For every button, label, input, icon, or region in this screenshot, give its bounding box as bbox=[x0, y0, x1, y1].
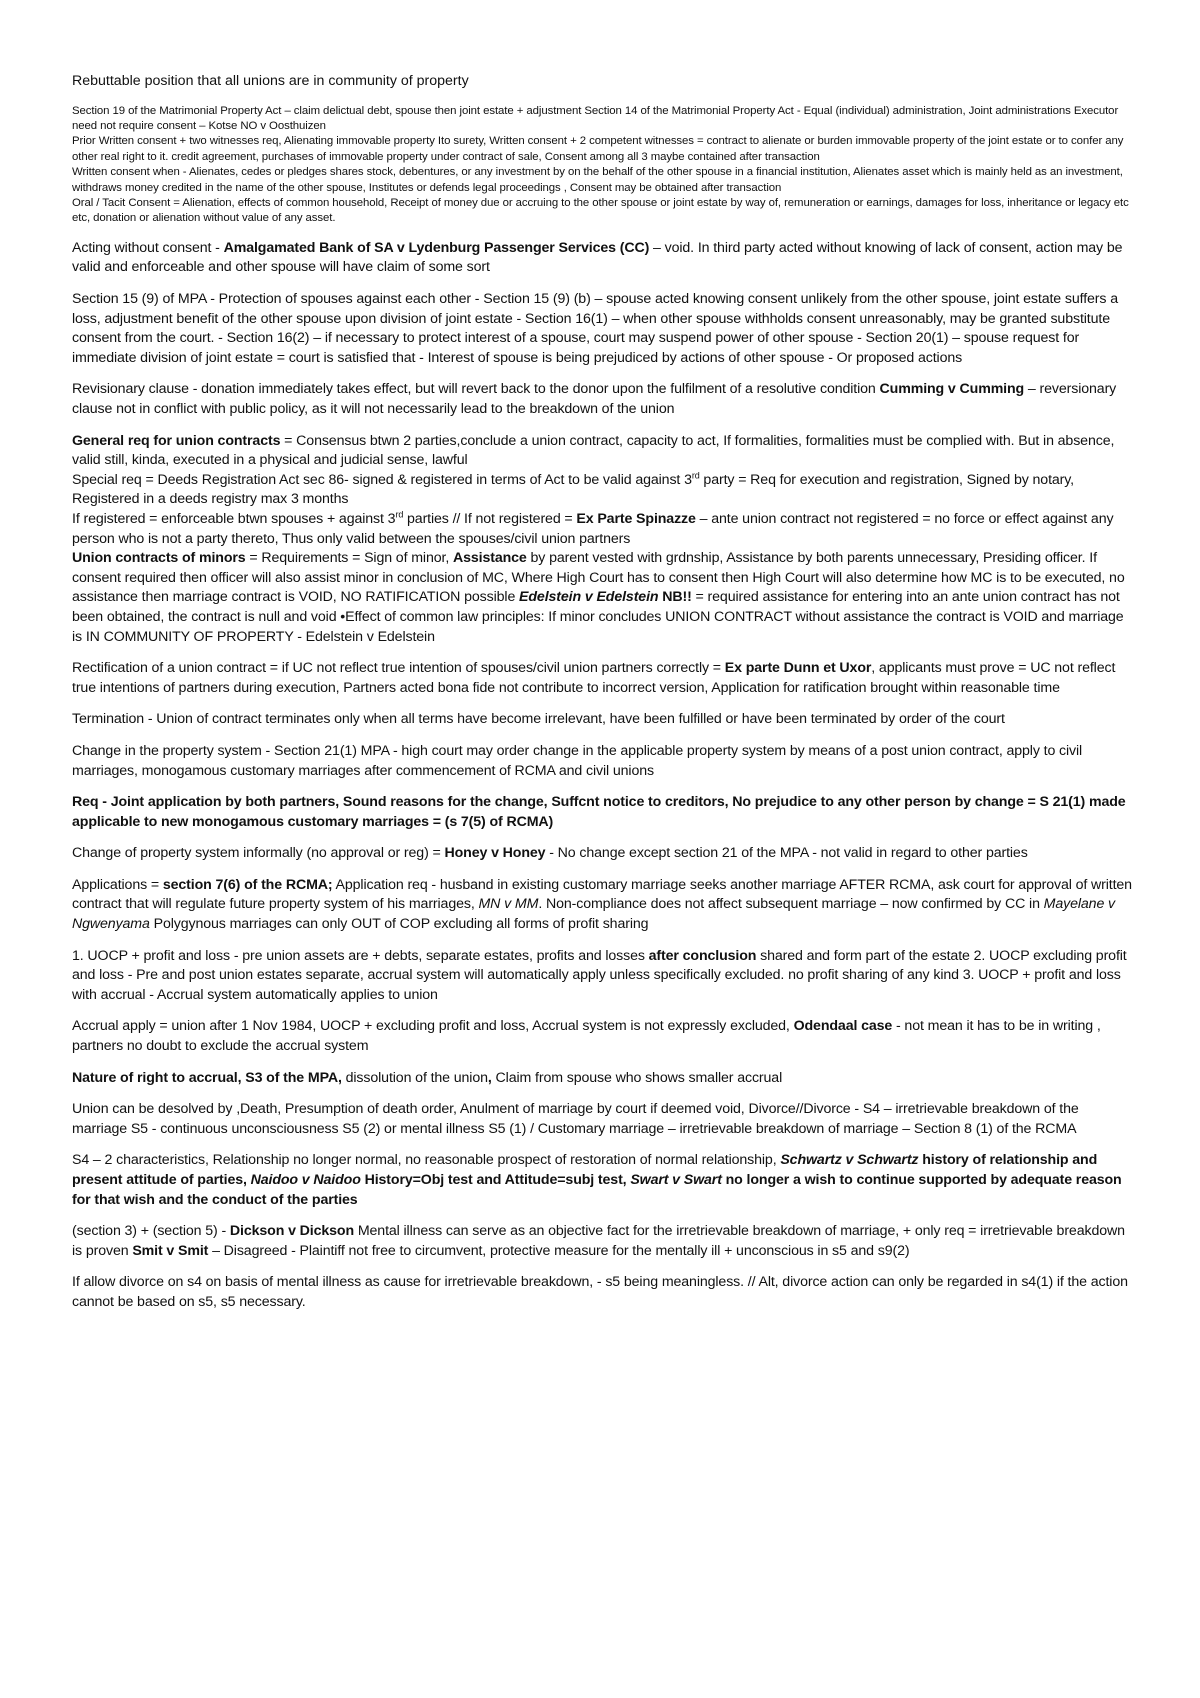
case-name: Naidoo v Naidoo bbox=[250, 1172, 361, 1188]
intro-line: Section 19 of the Matrimonial Property Act – claim delictual debt, spouse then joint estate + adjustment Section 14 of the Matrimonial Property Act - Equal (individual) administration, Joint administrations Executor need not require consent – Kotse NO v Oosthuizen bbox=[72, 104, 1119, 132]
paragraph-union-dissolved: Union can be desolved by ,Death, Presumption of death order, Anulment of marriage by court if deemed void, Divorce//Divorce - S4 – irretrievable breakdown of the marriage S5 - continuous unconsciousness S5 (2) or mental illness S5 (1) / Customary marriage – irretrievable breakdown of marriage – Section 8 (1) of the RCMA bbox=[72, 1101, 1079, 1137]
page-title: Rebuttable position that all unions are in community of property bbox=[72, 73, 469, 89]
case-name: Smit v Smit bbox=[132, 1242, 209, 1259]
paragraph-dickson: (section 3) + (section 5) - Dickson v Dickson Mental illness can serve as an objective fact for the irretrievable breakdown of marriage, + only req = irretrievable breakdown is proven Smit v Smit – Disagreed - Plaintiff not free to circumvent, protective measure for the mentally ill + unconscious in s5 and s9(2) bbox=[72, 1223, 1125, 1259]
case-name: Swart v Swart bbox=[630, 1172, 722, 1188]
special-req-line: Special req = Deeds Registration Act sec 86- signed & registered in terms of Act to be valid against 3rd party = Req for execution and registration, Signed by notary, Registered in a deeds registry max 3 months bbox=[72, 470, 1075, 508]
paragraph-acting-without-consent: Acting without consent - Amalgamated Bank of SA v Lydenburg Passenger Services (CC) – void. In third party acted without knowing of lack of consent, action may be valid and enforceable and other spouse will have claim of some sort bbox=[72, 239, 1123, 276]
paragraph-union-contracts bbox=[72, 432, 1134, 648]
paragraph-revisionary-clause: Revisionary clause - donation immediately takes effect, but will revert back to the donor upon the fulfilment of a resolutive condition Cumming v Cumming – reversionary clause not in conflict with public policy, as it will not necessarily lead to the breakdown of the union bbox=[72, 381, 1117, 417]
paragraph-rectification: Rectification of a union contract = if UC not reflect true intention of spouses/civil union partners correctly = Ex parte Dunn et Uxor, applicants must prove = UC not reflect true intentions of partners during execution, Partners acted bona fide not contribute to incorrect version, Application for ratification brought within reasonable time bbox=[72, 660, 1116, 696]
paragraph-section-15: Section 15 (9) of MPA - Protection of spouses against each other - Section 15 (9) (b) – spouse acted knowing consent unlikely from the other spouse, joint estate suffers a loss, adjustment benefit of the other spouse upon division of joint estate - Section 16(1) – when other spouse withholds consent unreasonably, may be granted substitute consent from the court. - Section 16(2) – if necessary to protect interest of a spouse, court may suspend power of other spouse - Section 20(1) – spouse request for immediate division of joint estate = court is satisfied that - Interest of spouse is being prejudiced by actions of other spouse - Or proposed actions bbox=[72, 291, 1118, 366]
paragraph-s4-characteristics: S4 – 2 characteristics, Relationship no longer normal, no reasonable prospect of restoration of normal relationship, Schwartz v Schwartz history of relationship and present attitude of parties, Naidoo v Naidoo History=Obj test and Attitude=subj test, Swart v Swart no longer a wish to continue supported by adequate reason for that wish and the conduct of the parties bbox=[72, 1152, 1122, 1208]
paragraph-nature-of-accrual: Nature of right to accrual, S3 of the MPA, dissolution of the union, Claim from spouse who shows smaller accrual bbox=[72, 1069, 783, 1086]
paragraph-divorce-s4: If allow divorce on s4 on basis of mental illness as cause for irretrievable breakdown, - s5 being meaningless. // Alt, divorce action can only be regarded in s4(1) if the action cannot be based on s5, s5 necessary. bbox=[72, 1274, 1128, 1310]
paragraph-uocp: 1. UOCP + profit and loss - pre union assets are + debts, separate estates, profits and losses after conclusion shared and form part of the estate 2. UOCP excluding profit and loss - Pre and post union estates separate, accrual system will automatically apply unless specifically excluded. no profit sharing of any kind 3. UOCP + profit and loss with accrual - Accrual system automatically applies to union bbox=[72, 947, 1127, 1003]
case-name: Honey v Honey bbox=[444, 845, 546, 862]
case-name: Odendaal case bbox=[793, 1018, 893, 1035]
general-req-line: General req for union contracts = Consensus btwn 2 parties,conclude a union contract, capacity to act, If formalities, formalities must be complied with. But in absence, valid still, kinda, executed in a physical and judicial sense, lawful bbox=[72, 432, 1115, 469]
paragraph-change-informally: Change of property system informally (no approval or reg) = Honey v Honey - No change except section 21 of the MPA - not valid in regard to other parties bbox=[72, 845, 1028, 862]
case-name: Dickson v Dickson bbox=[229, 1223, 355, 1240]
case-name: Cumming v Cumming bbox=[879, 381, 1025, 398]
registered-line: If registered = enforceable btwn spouses + against 3rd parties // If not registered = Ex Parte Spinazze – ante union contract not registered = no force or effect against any person who is not a party thereto, Thus only valid between the spouses/civil union partners bbox=[72, 509, 1114, 547]
case-name: Edelstein v Edelstein bbox=[519, 589, 659, 606]
case-name: Schwartz v Schwartz bbox=[780, 1152, 919, 1169]
paragraph-accrual-apply: Accrual apply = union after 1 Nov 1984, UOCP + excluding profit and loss, Accrual system is not expressly excluded, Odendaal case - not mean it has to be in writing , partners no doubt to exclude the accrual system bbox=[72, 1018, 1101, 1055]
intro-line: Prior Written consent + two witnesses req, Alienating immovable property Ito surety, Written consent + 2 competent witnesses = contract to alienate or burden immovable property of the joint estate or to confer any other real right to it. credit agreement, purchases of immovable property under contract of sale, Consent among all 3 maybe contained after transaction bbox=[72, 135, 1124, 163]
intro-line: Oral / Tacit Consent = Alienation, effects of common household, Receipt of money due or accruing to the other spouse or joint estate by way of, remuneration or earnings, damages for loss, inheritance or legacy etc etc, donation or alienation without value of any asset. bbox=[72, 197, 1129, 225]
case-name: MN v MM bbox=[478, 896, 539, 913]
paragraph-change-property-system: Change in the property system - Section 21(1) MPA - high court may order change in the applicable property system by means of a post union contract, apply to civil marriages, monogamous customary marriages after commencement of RCMA and civil unions bbox=[72, 742, 1083, 779]
case-name: Ex Parte Spinazze bbox=[576, 510, 696, 527]
minors-line: Union contracts of minors = Requirements = Sign of minor, Assistance by parent vested with grdnship, Assistance by both parents unnecessary, Presiding officer. If consent required then officer will also assist minor in conclusion of MC, Where High Court has to consent then High Court will also determine how MC is to be executed, no assistance then marriage contract is VOID, NO RATIFICATION possible Edelstein v Edelstein NB!! = required assistance for entering into an ante union contract has not been obtained, the contract is null and void •Effect of common law principles: If minor concludes UNION CONTRACT without assistance the contract is VOID and marriage is IN COMMUNITY OF PROPERTY - Edelstein v Edelstein bbox=[72, 550, 1125, 645]
document-page bbox=[72, 72, 1134, 1325]
paragraph-termination: Termination - Union of contract terminates only when all terms have become irrelevant, have been fulfilled or have been terminated by order of the court bbox=[72, 711, 1005, 728]
intro-line: Written consent when - Alienates, cedes or pledges shares stock, debentures, or any investment by on the behalf of the other spouse in a financial institution, Alienates asset which is mainly held as an investment, withdraws money credited in the name of the other spouse, Institutes or defends legal proceedings , Consent may be obtained after transaction bbox=[72, 166, 1123, 194]
case-name: Mayelane v Ngwenyama bbox=[72, 896, 1116, 933]
intro-block bbox=[72, 104, 1134, 227]
paragraph-applications: Applications = section 7(6) of the RCMA; Application req - husband in existing customary marriage seeks another marriage AFTER RCMA, ask court for approval of written contract that will regulate future property system of his marriages, MN v MM. Non-compliance does not affect subsequent marriage – now confirmed by CC in Mayelane v Ngwenyama Polygynous marriages can only OUT of COP excluding all forms of profit sharing bbox=[72, 876, 1132, 933]
case-name: Amalgamated Bank of SA v Lydenburg Passenger Services (CC) bbox=[223, 239, 650, 256]
paragraph-req: Req - Joint application by both partners, Sound reasons for the change, Suffcnt notice to creditors, No prejudice to any other person by change = S 21(1) made applicable to new monogamous customary marriages = (s 7(5) of RCMA) bbox=[72, 794, 1126, 830]
case-name: Ex parte Dunn et Uxor bbox=[724, 660, 872, 677]
